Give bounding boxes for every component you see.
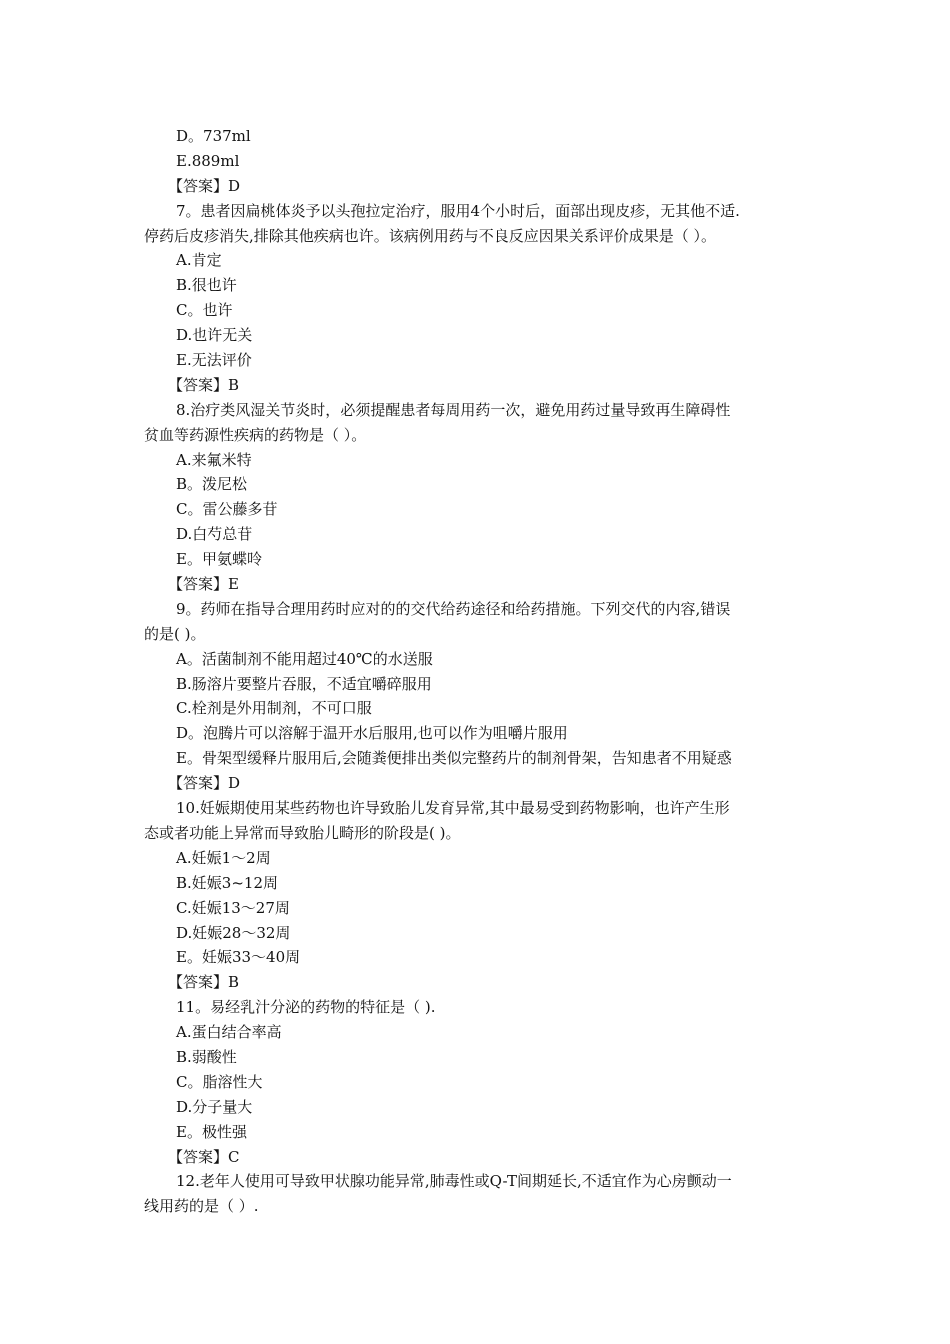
answer-option: B。泼尼松 — [176, 475, 248, 494]
answer-option: A.来氟米特 — [176, 450, 252, 469]
answer-key: 【答案】E — [168, 575, 239, 594]
answer-option: C.栓剂是外用制剂，不可口服 — [176, 699, 372, 718]
question-text-continued: 线用药的是（ ）. — [144, 1197, 259, 1216]
answer-option: C。雷公藤多苷 — [176, 500, 278, 519]
question-text: 10.妊娠期使用某些药物也许导致胎儿发育异常,其中最易受到药物影响，也许产生形 — [176, 799, 730, 818]
answer-option: E.无法评价 — [176, 351, 252, 370]
answer-option: A.肯定 — [176, 251, 222, 270]
question-text: 7。患者因扁桃体炎予以头孢拉定治疗，服用4个小时后，面部出现皮疹，无其他不适. — [176, 201, 740, 220]
question-text-continued: 态或者功能上异常而导致胎儿畸形的阶段是( )。 — [144, 823, 461, 842]
question-text-continued: 的是( )。 — [144, 624, 206, 643]
answer-option: B.很也许 — [176, 276, 237, 295]
answer-option: D.也许无关 — [176, 326, 253, 345]
answer-option: E.889ml — [176, 151, 240, 170]
answer-option: C。也许 — [176, 301, 233, 320]
answer-key: 【答案】D — [168, 774, 241, 793]
answer-key: 【答案】D — [168, 176, 241, 195]
answer-option: D。737ml — [176, 127, 251, 145]
answer-key: 【答案】C — [168, 1147, 240, 1166]
question-text: 8.治疗类风湿关节炎时，必须提醒患者每周用药一次，避免用药过量导致再生障碍性 — [176, 400, 731, 419]
answer-option: D。泡腾片可以溶解于温开水后服用,也可以作为咀嚼片服用 — [176, 724, 568, 743]
question-text: 11。易经乳汁分泌的药物的特征是（ ). — [176, 998, 436, 1017]
document-body — [144, 124, 808, 1219]
answer-option: B.弱酸性 — [176, 1047, 237, 1066]
answer-option: E。骨架型缓释片服用后,会随粪便排出类似完整药片的制剂骨架，告知患者不用疑惑 — [176, 749, 732, 768]
question-text-continued: 贫血等药源性疾病的药物是（ ）。 — [144, 425, 367, 444]
answer-option: A。活菌制剂不能用超过40℃的水送服 — [176, 649, 433, 668]
answer-option: A.妊娠1～2周 — [176, 848, 271, 867]
answer-option: B.妊娠3~12周 — [176, 873, 278, 892]
question-text-continued: 停药后皮疹消失,排除其他疾病也许。该病例用药与不良反应因果关系评价成果是（ ）。 — [144, 226, 717, 245]
answer-option: A.蛋白结合率高 — [176, 1023, 282, 1042]
answer-option: E。妊娠33～40周 — [176, 948, 301, 967]
answer-option: C.妊娠13～27周 — [176, 898, 290, 917]
answer-option: D.白芍总苷 — [176, 525, 253, 544]
answer-option: B.肠溶片要整片吞服，不适宜嚼碎服用 — [176, 674, 432, 693]
answer-key: 【答案】B — [168, 375, 240, 394]
answer-key: 【答案】B — [168, 973, 240, 992]
question-text: 9。药师在指导合理用药时应对的的交代给药途径和给药措施。下列交代的内容,错误 — [176, 599, 731, 618]
answer-option: D.妊娠28～32周 — [176, 923, 291, 942]
question-text: 12.老年人使用可导致甲状腺功能异常,肺毒性或Q-T间期延长,不适宜作为心房颤动一 — [176, 1172, 732, 1191]
answer-option: D.分子量大 — [176, 1097, 253, 1116]
answer-option: E。甲氨蝶呤 — [176, 550, 262, 569]
answer-option: E。极性强 — [176, 1122, 247, 1141]
answer-option: C。脂溶性大 — [176, 1072, 263, 1091]
